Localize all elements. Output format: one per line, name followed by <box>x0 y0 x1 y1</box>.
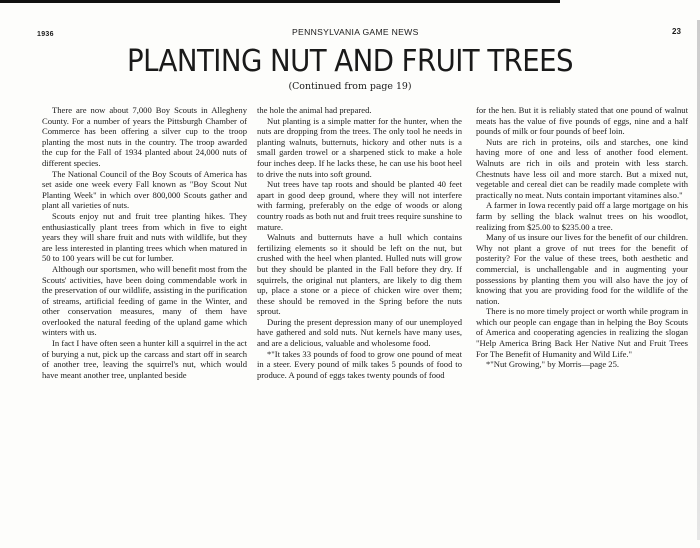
footnote: *"Nut Growing," by Morris—page 25. <box>486 359 620 370</box>
paragraph: There is no more timely project or worth while program in which our people can engage than in helping the Boy Scouts of America and cooperating agencies in realizing the slogan "Help America Bring Back Her Native Nut and Fruit Trees For The Benefit of Humanity and Wild Life." <box>476 306 688 359</box>
scan-top-border <box>0 0 560 3</box>
paragraph: Nut planting is a simple matter for the hunter, when the nuts are dropping from the trees. The only tool he needs in planting walnuts, butternuts, hickory and other nuts is a small garden trowel or a sharpened stick to make a hole four inches deep. If he lacks these, he can use his boot heel to drive the nuts into soft ground. <box>257 115 462 179</box>
paragraph-continuation: the hole the animal had prepared. <box>257 105 372 115</box>
header-page-number: 23 <box>672 27 681 36</box>
paragraph: Although our sportsmen, who will benefit most from the Scouts' activities, have been doing commendable work in the preservation of our wildlife, assisting in the purification of streams, artificial feeding of game in the Winter, and other conservation measures, many of them have overlooked the natural feeding of the upland game which winters with us. <box>42 263 247 338</box>
paragraph: Nut trees have tap roots and should be planted 40 feet apart in good deep ground, where they will not interfere with farming, preferably on the edge of woods or along country roads as both nut and fruit trees require sunshine to mature. <box>257 179 462 232</box>
article-title: PLANTING NUT AND FRUIT TREES <box>126 44 574 79</box>
article-column-3 <box>476 105 688 370</box>
paragraph: Many of us insure our lives for the benefit of our children. Why not plant a grove of nut trees for the benefit of posterity? For the value of these trees, both aesthetic and commercial, is unchallengable and in augmenting your possessions by planting them you will also have the joy of knowing that you are providing food for the wildlife of the nation. <box>476 232 688 306</box>
article-column-1 <box>42 105 247 380</box>
paragraph: Nuts are rich in proteins, oils and starches, one kind having more of one and less of another food element. Walnuts are rich in oils and protein with less starch. Chestnuts have less oil and more starch. But a mixed nut, vegetable and cereal diet can be readily made complete with practically no meat. Nuts contain important vitamines also." <box>476 136 688 200</box>
article-subtitle: (Continued from page 19) <box>288 81 412 92</box>
running-header <box>0 27 700 43</box>
paragraph-quote: *"It takes 33 pounds of food to grow one pound of meat in a steer. Every pound of milk takes 5 pounds of food to produce. A pound of eggs takes twenty pounds of food <box>257 348 462 380</box>
paragraph: A farmer in Iowa recently paid off a large mortgage on his farm by selling the black walnut trees on his woodlot, realizing from $25.00 to $235.00 a tree. <box>476 200 688 232</box>
header-year: 1936 <box>37 31 54 38</box>
paragraph: Walnuts and butternuts have a hull which contains fertilizing elements so it should be left on the nut, but crushed with the heel when planted. Hulled nuts will grow but they should be planted in the Fall before they dry. If squirrels, the original nut planters, are likely to dig them up, place a stone or a piece of chicken wire over them; these should be removed in the Spring before the nuts sprout. <box>257 232 462 317</box>
header-magazine-name: PENNSYLVANIA GAME NEWS <box>292 27 419 37</box>
paragraph: There are now about 7,000 Boy Scouts in Allegheny County. For a number of years the Pittsburgh Chamber of Commerce has been offering a silver cup to the troop planting the most nuts in the country. The troop awarded the cup for the Fall of 1934 planted about 24,000 nuts of different species. <box>42 105 247 168</box>
article-column-2 <box>257 105 462 380</box>
paragraph: During the present depression many of our unemployed have gathered and sold nuts. Nut kernels have many uses, and are a delicious, valuable and wholesome food. <box>257 316 462 349</box>
paragraph: In fact I have often seen a hunter kill a squirrel in the act of burying a nut, pick up the carcass and start off in search of another tree, leaving the squirrel's nut, which would have meant another tree, unplanted beside <box>42 338 247 380</box>
paragraph: Scouts enjoy nut and fruit tree planting hikes. They enthusiastically plant trees from which in five to eight years they will share fruit and nuts with wildlife, but they are less interested in planting trees which when matured in 50 to 100 years will be cut for lumber. <box>42 210 247 264</box>
paragraph-continuation: for the hen. But it is reliably stated that one pound of walnut meats has the value of five pounds of eggs, nine and a half pounds of milk or four pounds of beef loin. <box>476 105 688 137</box>
paragraph: The National Council of the Boy Scouts of America has set aside one week every Fall known as "Boy Scout Nut Planting Week" in which over 800,000 Scouts gather and plant all varieties of nuts. <box>42 168 247 211</box>
